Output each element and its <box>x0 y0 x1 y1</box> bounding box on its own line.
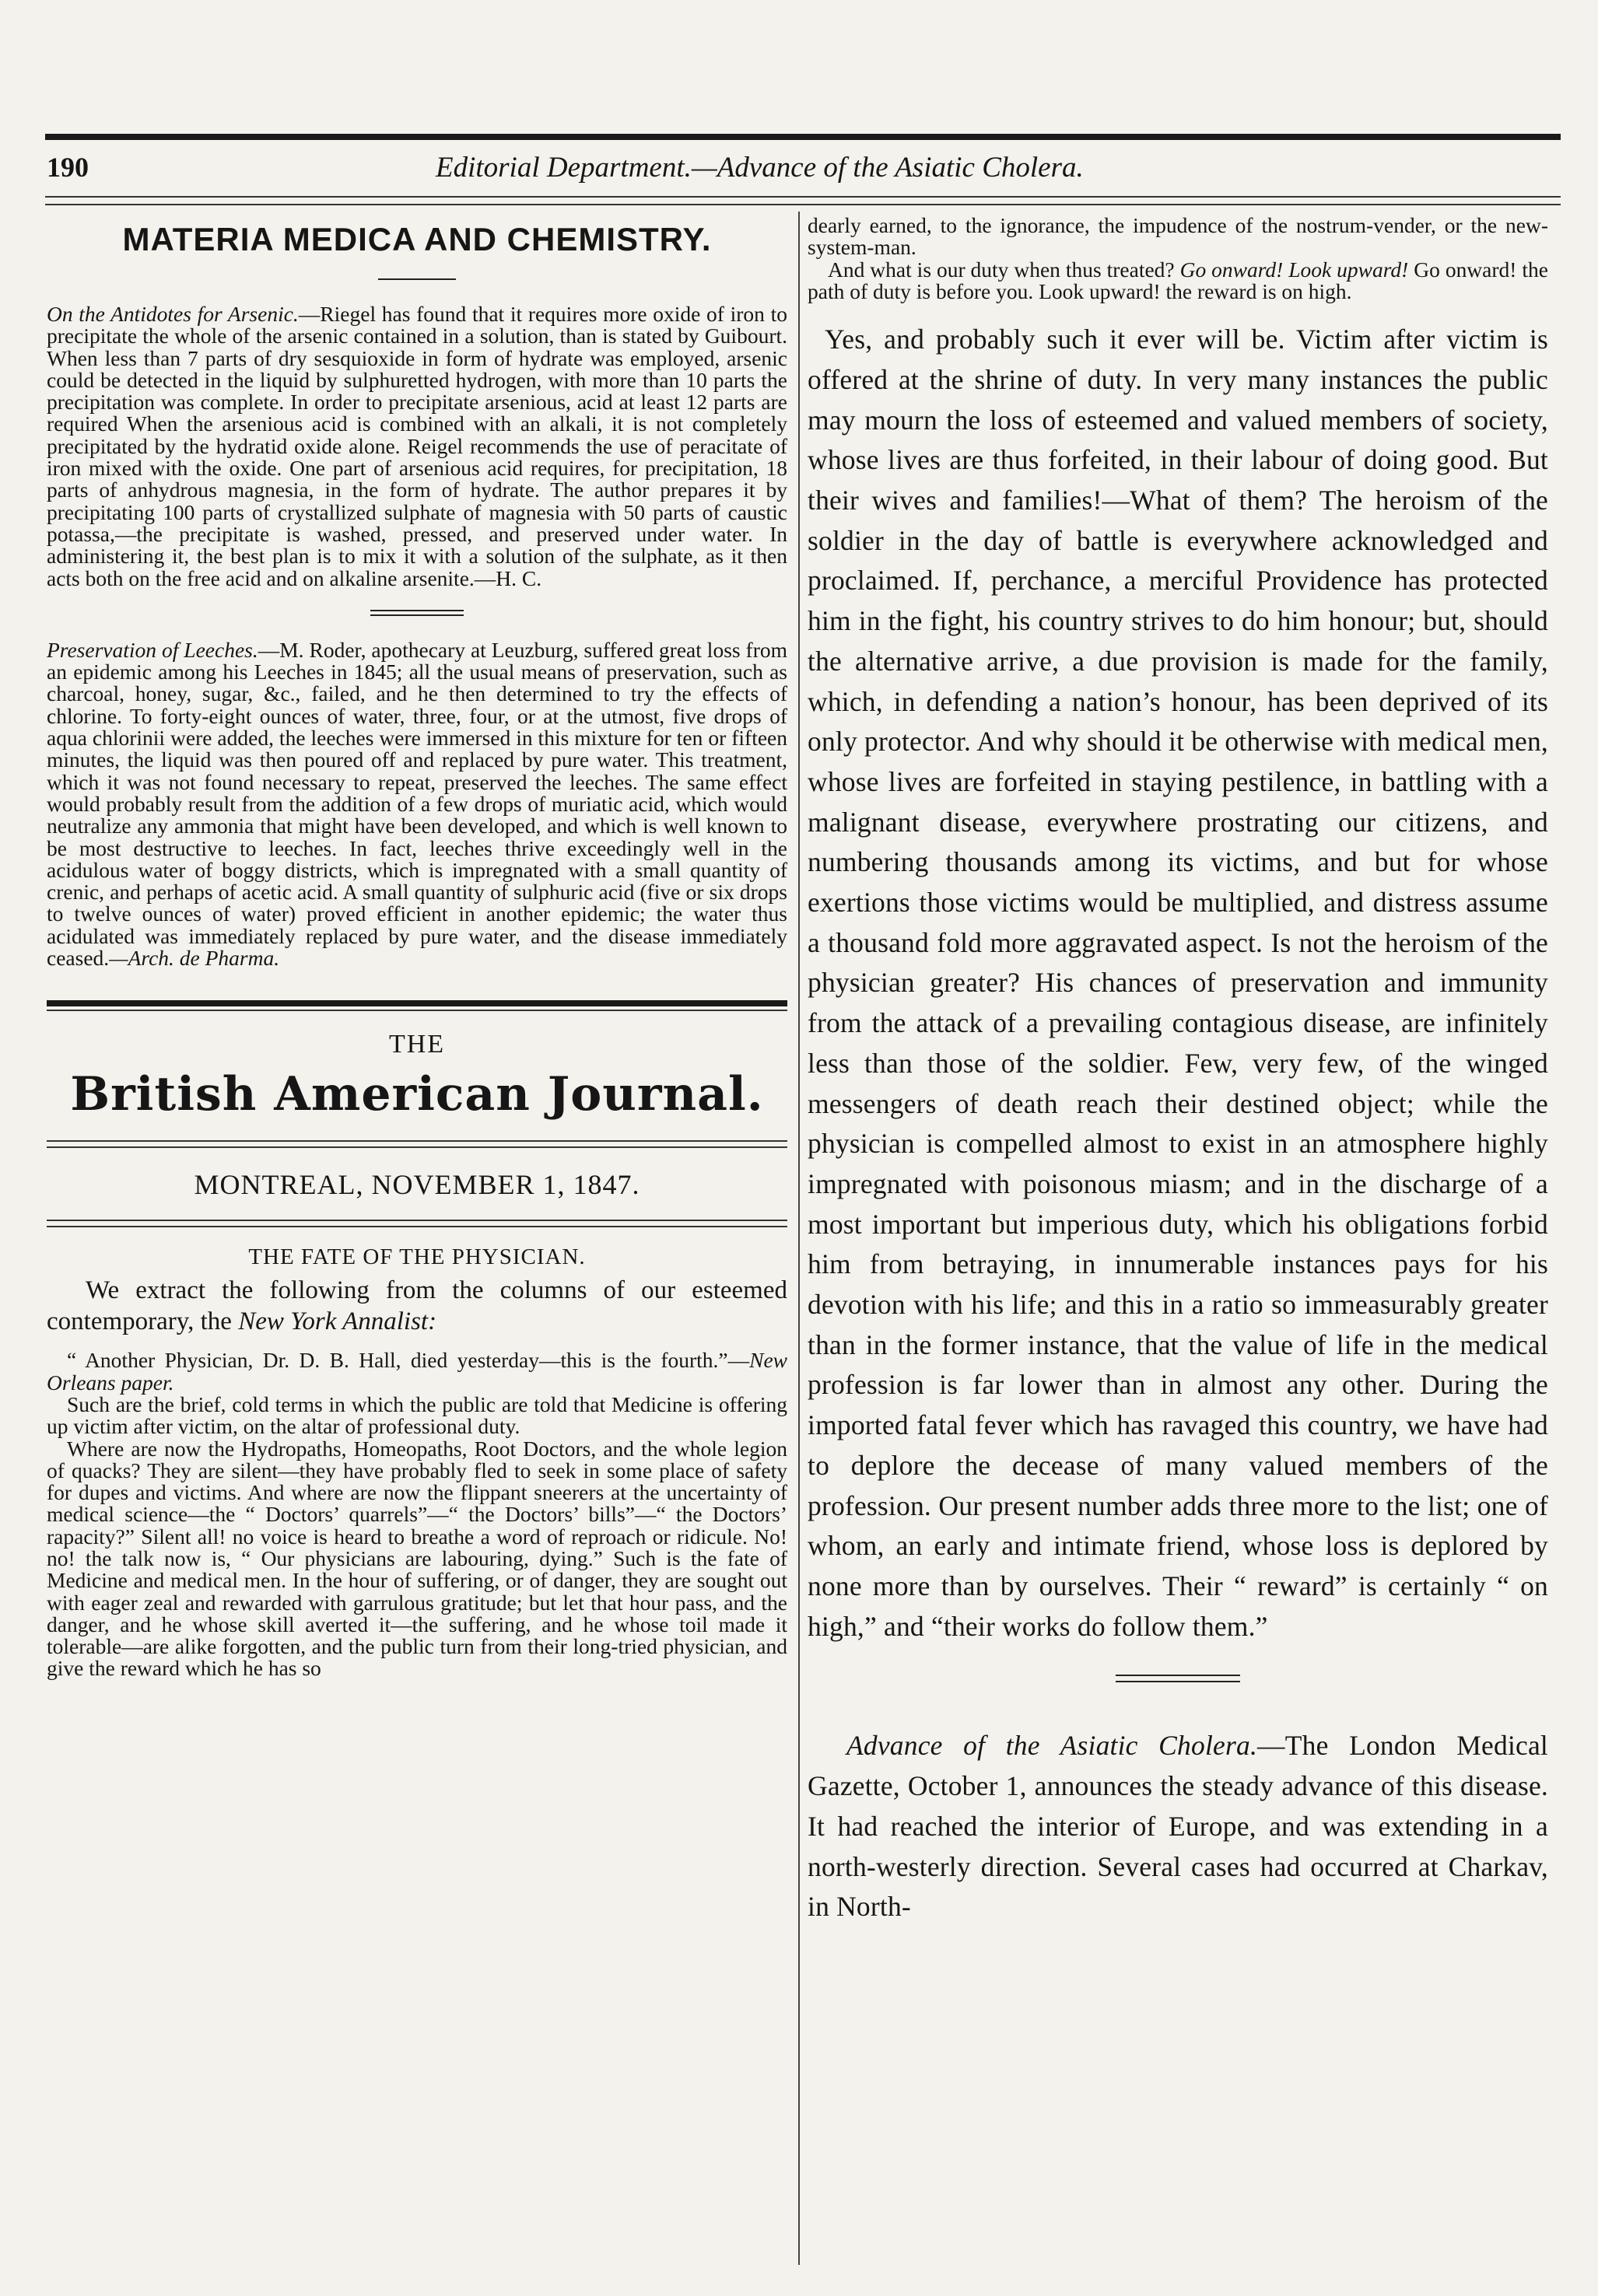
right-main-paragraph: Yes, and probably such it ever will be. Victim after victim is offered at the shrine of duty. In very many instances the public may mourn the loss of esteemed and valued members of society, whose lives are thus forfeited, in their labour of doing good. But their wives and families!—What of them? The heroism of the soldier in the day of battle is everywhere acknowledged and proclaimed. If, perchance, a merciful Providence has protected him in the fight, his country strives to do him honour; but, should the alternative arrive, a due provision is made for the family, which, in defending a nation’s honour, has been deprived of its only protector. And why should it be otherwise with medical men, whose lives are forfeited in staying pestilence, in battling with a malignant disease, everywhere prostrating our citizens, and numbering thousands among its victims, and but for whose exertions those victims would be multiplied, and distress assume a thousand fold more aggravated aspect. Is not the heroism of the physician greater? His chances of preservation and immunity from the attack of a prevailing contagious disease, are infinitely less than those of the soldier. Few, very few, of the winged messengers of death reach their destined object; while the physician is compelled almost to exist in an atmosphere highly impregnated with poisonous miasm; and in the discharge of a most important but imperious duty, which his obligations forbid him from betraying, in innumerable instances pays for his devotion with his life; and this in a ratio so immeasurably greater than in the former instance, that the value of life in the medical profession is far lower than in almost any other. During the imported fatal fever which has ravaged this country, we have had to deplore the decease of many valued members of the profession. Our present number adds three more to the list; one of whom, an early and intimate friend, whose loss is deplored by none more than by ourselves. Their “ reward” is certainly “ on high,” and “their works do follow them.” <box>808 324 1548 1642</box>
antidotes-title: On the Antidotes for Arsenic. <box>47 302 299 326</box>
running-title: Editorial Department.—Advance of the Asiatic Cholera. <box>436 152 1084 184</box>
header-bottom-rule-2 <box>45 204 1561 205</box>
article-antidotes <box>47 303 787 590</box>
masthead-the: THE <box>388 1030 446 1059</box>
right-separator <box>1116 1675 1240 1682</box>
masthead-journal-title: British American Journal. <box>70 1067 764 1122</box>
right-continuation-1: dearly earned, to the ignorance, the impudence of the nostrum-vender, or the new-system-man. <box>808 213 1548 260</box>
cont2-c: Go onward! the path of duty is before you. Look upward! the reward is on high. <box>808 257 1548 303</box>
fate-quote <box>47 1349 787 1394</box>
fate-paragraph-1: Such are the brief, cold terms in which the public are told that Medicine is offering up victim after victim, on the altar of professional duty. <box>47 1391 787 1439</box>
cholera-body: —The London Medical Gazette, October 1, announces the steady advance of this disease. It had reached the interior of Europe, and was extending in a north-westerly direction. Several cases had occurred at Charkav, in North- <box>808 1730 1548 1923</box>
left-column <box>47 215 787 1680</box>
cholera-title: Advance of the Asiatic Cholera. <box>846 1730 1258 1762</box>
column-divider <box>798 212 800 2265</box>
article-cholera <box>808 1726 1548 1927</box>
dateline: MONTREAL, NOVEMBER 1, 1847. <box>194 1169 640 1201</box>
cont2-a: And what is our duty when thus treated? <box>828 257 1180 282</box>
page-number: 190 <box>47 152 89 183</box>
leeches-body: —M. Roder, apothecary at Leuzburg, suffered great loss from an epidemic among his Leeches in 1845; all the usual means of preservation, such as charcoal, honey, sugar, &c., failed, and he then determined to try the effects of chlorine. To forty-eight ounces of water, three, four, or at the utmost, five drops of aqua chlorinii were added, the leeches were immersed in this mixture for ten or fifteen minutes, the liquid was then poured off and replaced by pure water. This treatment, which it was not found necessary to repeat, preserved the leeches. The same effect would probably result from the addition of a few drops of muriatic acid, which would neutralize any ammonia that might have been developed, and which is well known to be most destructive to leeches. In fact, leeches thrive exceedingly well in the acidulous water of boggy districts, which is impregnated with a small quantity of crenic, and perhaps of acetic acid. A small quantity of sulphuric acid (five or six drops to twelve ounces of water) proved efficient in another epidemic; the water thus acidulated was immediately replaced by pure water, and the disease immediately ceased. <box>47 637 787 971</box>
header-top-rule <box>45 134 1561 140</box>
article-leeches <box>47 639 787 969</box>
fate-quote-text: “ Another Physician, Dr. D. B. Hall, died yesterday—this is the fourth.”— <box>67 1348 750 1373</box>
header-bottom-rule <box>45 196 1561 198</box>
section-heading: MATERIA MEDICA AND CHEMISTRY. <box>122 221 712 257</box>
antidotes-body: —Riegel has found that it requires more oxide of iron to precipitate the whole of the arsenic contained in a solution, than is stated by Guibourt. When less than 7 parts of dry sesquioxide in form of hydrate was employed, arsenic could be detected in the liquid by sulphuretted hydrogen, with more than 10 parts the precipitation was complete. In order to precipitate arsenious, acid at least 12 parts are required When the arsenious acid is combined with an alkali, it is not completely precipitated by the hydratid oxide alone. Reigel recommends the use of peracitate of iron mixed with the oxide. One part of arsenious acid requires, for precipitation, 18 parts of anhydrous magnesia, in the form of hydrate. The author prepares it by precipitating 100 parts of crystallized sulphate of magnesia with 50 parts of caustic potassa,—the precipitate is washed, pressed, and preserved under water. In administering it, the best plan is to mix it with a solution of the sulphate, as it then acts both on the free acid and on alkaline arsenite.—H. C. <box>47 302 787 590</box>
leeches-source: —Arch. de Pharma. <box>109 946 280 971</box>
fate-intro-source: New York Annalist: <box>238 1307 437 1336</box>
fate-intro <box>47 1275 787 1337</box>
fate-intro-text: We extract the following from the columns of our esteemed contemporary, the <box>47 1276 787 1336</box>
fate-paragraph-2: Where are now the Hydropaths, Homeopaths, Root Doctors, and the whole legion of quacks? They are silent—they have probably fled to seek in some place of safety for dupes and victims. And where are now the flippant sneerers at the uncertainty of medical science—the “ Doctors’ quarrels”—“ the Doctors’ bills”—“ the Doctors’ rapacity?” Silent all! no voice is heard to breathe a word of reproach or ridicule. No! no! the talk now is, “ Our physicians are labouring, dying.” Such is the fate of Medicine and medical men. In the hour of suffering, or of danger, they are sought out with eager zeal and rewarded with garrulous gratitude; but let that hour pass, and the danger, and he whose skill averted it—the suffering, and he whose toil made it tolerable—are alike forgotten, and the public turn from their long-tried physician, and give the reward which he has so <box>47 1436 787 1681</box>
heading-short-rule <box>378 278 456 280</box>
article-separator <box>370 610 464 616</box>
leeches-title: Preservation of Leeches. <box>47 637 258 662</box>
fate-quote-source: New Orleans paper. <box>47 1348 787 1395</box>
masthead-thick-rule <box>47 1000 787 1011</box>
fate-heading: THE FATE OF THE PHYSICIAN. <box>248 1244 586 1270</box>
right-column <box>808 215 1548 1927</box>
cont2-b: Go onward! Look upward! <box>1179 257 1409 282</box>
dateline-rule <box>47 1220 787 1227</box>
right-continuation-2 <box>808 259 1548 303</box>
masthead-double-rule <box>47 1140 787 1148</box>
